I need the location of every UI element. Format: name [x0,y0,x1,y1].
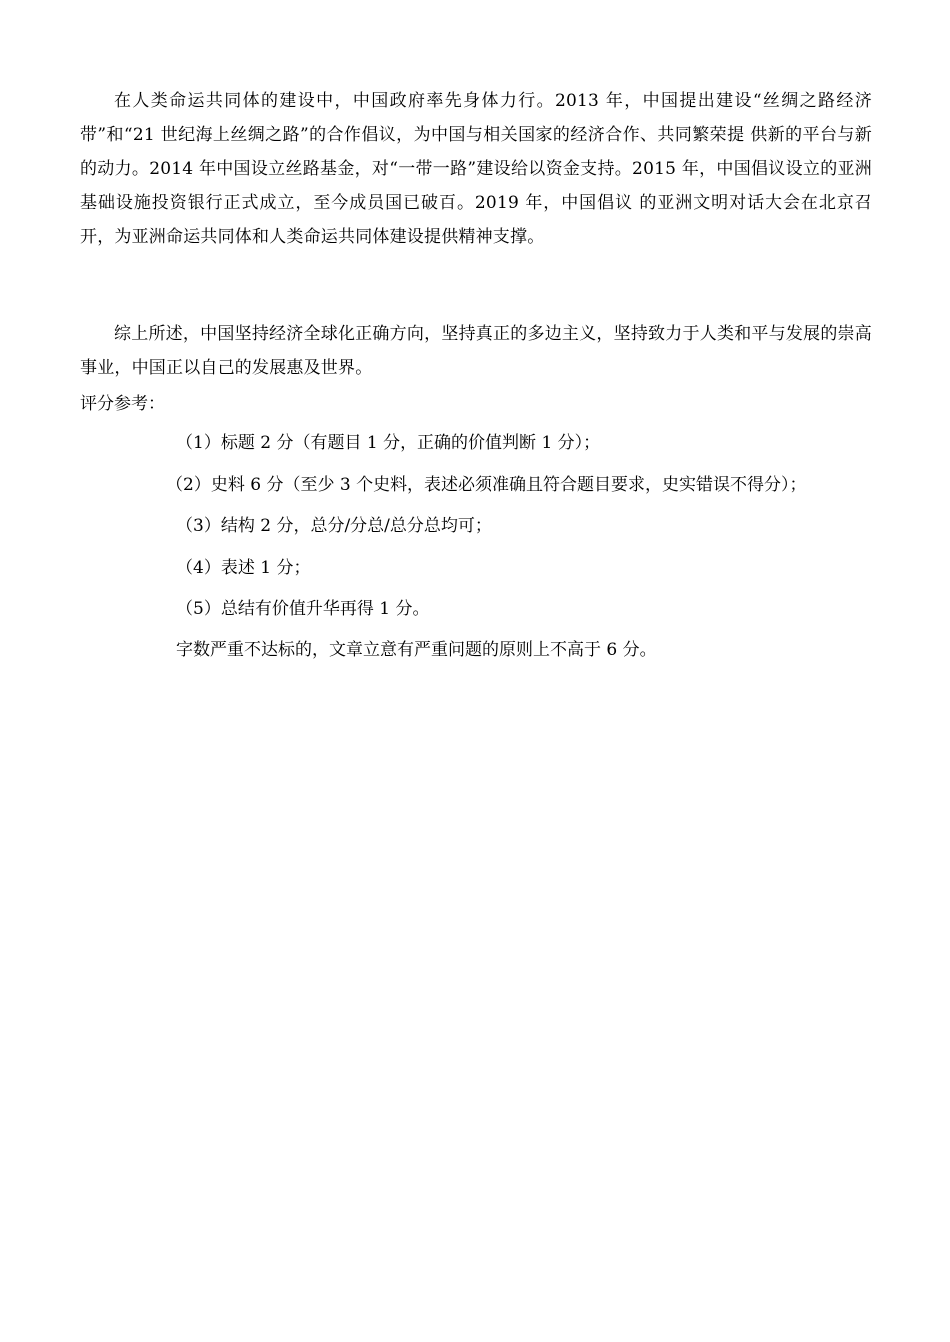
scoring-item-1: （1）标题 2 分（有题目 1 分，正确的价值判断 1 分）； [176,433,601,453]
scoring-item-3: （3）结构 2 分，总分/分总/总分总均可； [176,516,492,536]
scoring-note: 字数严重不达标的，文章立意有严重问题的原则上不高于 6 分。 [176,640,657,660]
scoring-item-5: （5）总结有价值升华再得 1 分。 [176,599,430,619]
body-paragraph-1: 在人类命运共同体的建设中，中国政府率先身体力行。2013 年，中国提出建设“丝绸之路经济带”和“21 世纪海上丝绸之路”的合作倡议，为中国与相关国家的经济合作、共同繁荣提 供新的平台与新的动力。2014 年中国设立丝路基金，对“一带一路”建设给以资金支持。2015 年，中国倡议设立的亚洲基础设施投资银行正式成立，至今成员国已破百。2019 年，中国倡议 的亚洲文明对话大会在北京召开，为亚洲命运共同体和人类命运共同体建设提供精神支撑。 [80,91,872,247]
scoring-item-4: （4）表述 1 分； [176,558,311,578]
scoring-item-2: （2）史料 6 分（至少 3 个史料，表述必须准确且符合题目要求，史实错误不得分）； [166,475,807,495]
scoring-heading: 评分参考： [80,394,165,414]
body-paragraph-2: 综上所述，中国坚持经济全球化正确方向，坚持真正的多边主义，坚持致力于人类和平与发展的崇高事业，中国正以自己的发展惠及世界。 [80,324,872,378]
